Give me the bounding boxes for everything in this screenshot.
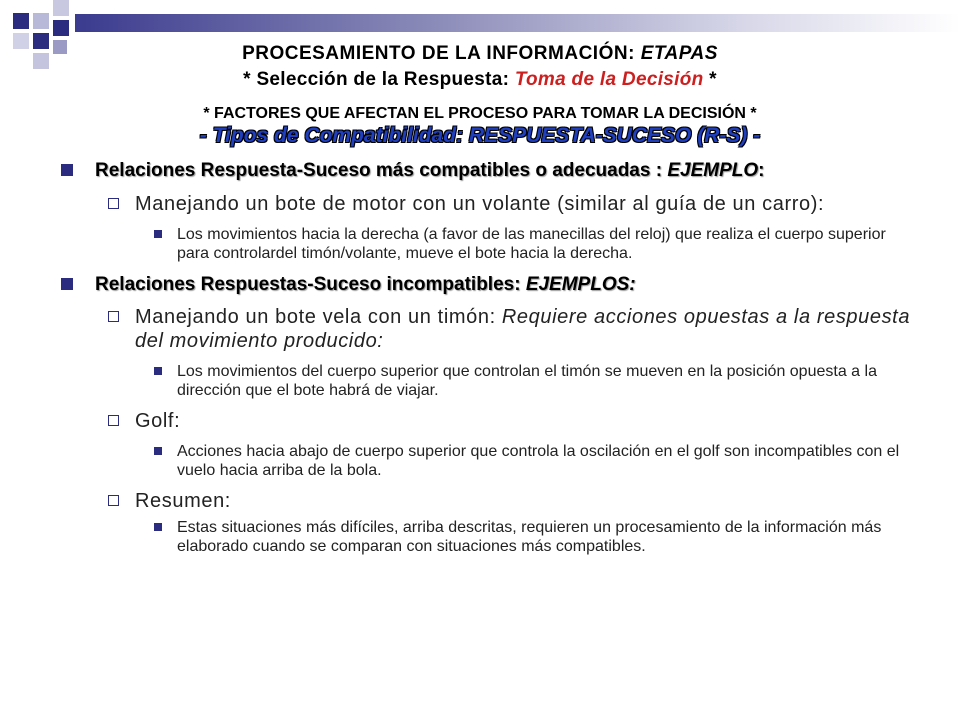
slide-content (0, 160, 960, 556)
list-item (95, 274, 895, 295)
incompat-examples: EJEMPLOS: (525, 274, 636, 295)
list-item (177, 225, 917, 263)
compat-example: EJEMPLO (667, 160, 759, 181)
factors-heading: * FACTORES QUE AFECTAN EL PROCESO PARA TOMAR LA DECISIÓN * (203, 105, 757, 122)
golf-detail: Acciones hacia abajo de cuerpo superior que controla la oscilación en el golf son incompatibles con el vuelo hacia arriba de la bola. (177, 443, 900, 479)
list-item (135, 192, 915, 216)
incompat-heading: Relaciones Respuestas-Suceso incompatibles: (95, 274, 526, 295)
deco-square (53, 0, 69, 16)
sailboat-detail: Los movimientos del cuerpo superior que controlan el timón se mueven en la posición opuesta a la dirección que el bote habrá de viajar. (177, 363, 877, 399)
subtitle-highlight: Toma de la Decisión (514, 69, 704, 90)
compatibility-heading: - Tipos de Compatibilidad: RESPUESTA-SUCESO (R-S) - (199, 124, 761, 147)
bullet-square-icon (154, 447, 162, 455)
list-item (177, 442, 917, 480)
motorboat-text: Manejando un bote de motor con un volante (similar al guía de un carro): (135, 193, 825, 215)
bullet-hollow-square-icon (108, 198, 119, 209)
deco-square (33, 13, 49, 29)
header-gradient-bar (75, 14, 960, 32)
deco-square (53, 20, 69, 36)
list-item (135, 409, 915, 433)
title-italic: ETAPAS (640, 43, 718, 64)
subtitle-prefix: * Selección de la Respuesta: (243, 69, 515, 90)
compat-example-suffix: : (758, 160, 765, 181)
sailboat-italic: Requiere acciones opuestas a la respuesta del movimiento producido: (135, 306, 911, 352)
summary-detail: Estas situaciones más difíciles, arriba descritas, requieren un procesamiento de la información más elaborado cuando se comparan con situaciones más compatibles. (177, 519, 882, 555)
list-item (177, 362, 917, 400)
bullet-square-icon (154, 230, 162, 238)
golf-text: Golf: (135, 410, 181, 432)
bullet-hollow-square-icon (108, 415, 119, 426)
bullet-square-icon (61, 278, 73, 290)
compat-heading: Relaciones Respuesta-Suceso más compatibles o adecuadas : (95, 160, 663, 181)
sailboat-text: Manejando un bote vela con un timón: (135, 306, 502, 328)
deco-square (13, 13, 29, 29)
slide-subtitle (0, 69, 960, 91)
title-main: PROCESAMIENTO DE LA INFORMACIÓN: (242, 43, 641, 64)
slide-title (0, 43, 960, 65)
list-item (135, 489, 915, 513)
bullet-square-icon (154, 523, 162, 531)
bullet-square-icon (61, 164, 73, 176)
motorboat-detail: Los movimientos hacia la derecha (a favor de las manecillas del reloj) que realiza el cuerpo superior para controlardel timón/volante, mueve el bote hacia la derecha. (177, 226, 886, 262)
list-item (135, 305, 915, 353)
list-item (177, 518, 917, 556)
subtitle-suffix: * (703, 69, 717, 90)
bullet-hollow-square-icon (108, 311, 119, 322)
summary-text: Resumen: (135, 490, 231, 512)
bullet-square-icon (154, 367, 162, 375)
bullet-hollow-square-icon (108, 495, 119, 506)
list-item (95, 160, 895, 181)
